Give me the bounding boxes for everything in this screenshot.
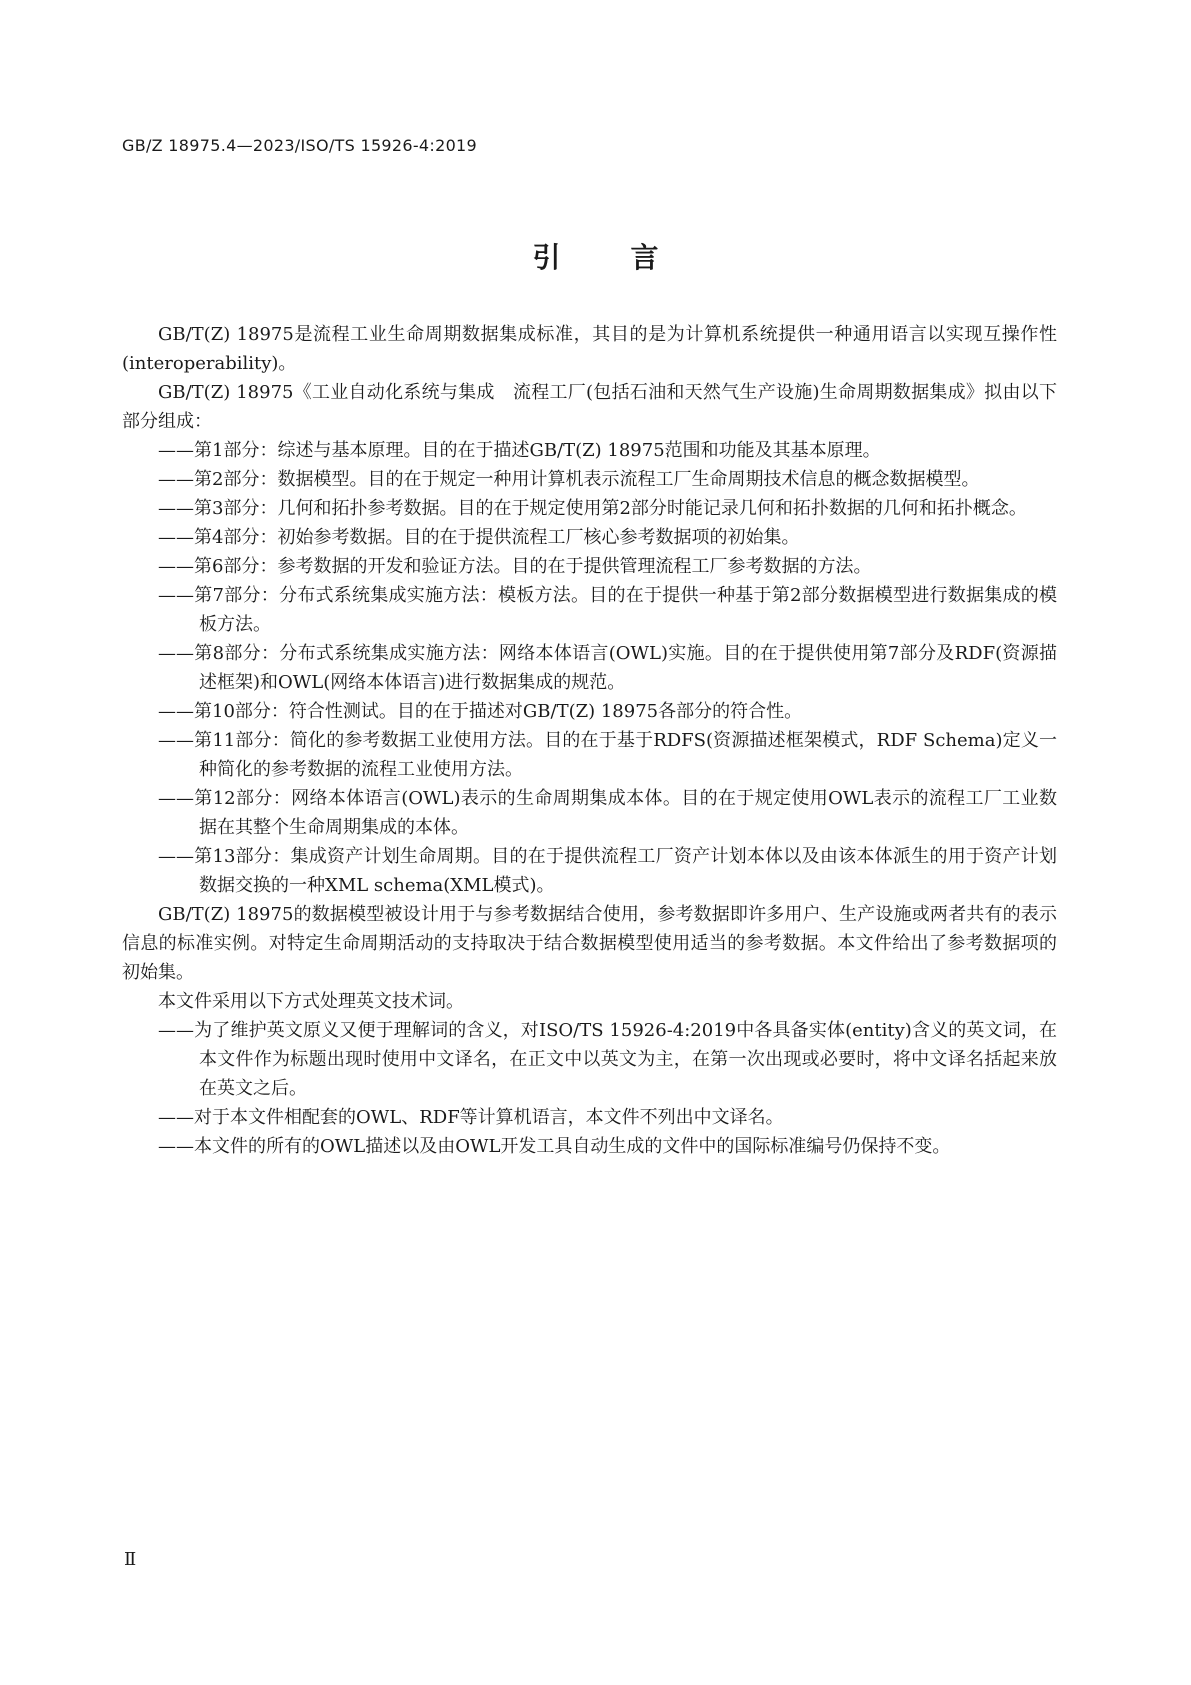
part-list-item: ——第7部分：分布式系统集成实施方法：模板方法。目的在于提供一种基于第2部分数据模型进行数据集成的模板方法。 <box>158 585 1057 635</box>
part-list-item: ——第13部分：集成资产计划生命周期。目的在于提供流程工厂资产计划本体以及由该本体派生的用于资产计划数据交换的一种XML schema(XML模式)。 <box>158 846 1057 896</box>
rule-list-item: ——本文件的所有的OWL描述以及由OWL开发工具自动生成的文件中的国际标准编号仍保持不变。 <box>158 1136 951 1157</box>
intro-paragraph-1: GB/T(Z) 18975是流程工业生命周期数据集成标准，其目的是为计算机系统提供一种通用语言以实现互操作性(interoperability)。 <box>122 324 1057 374</box>
title-char-1: 引 <box>532 241 561 274</box>
part-list-item: ——第1部分：综述与基本原理。目的在于描述GB/T(Z) 18975范围和功能及其基本原理。 <box>158 440 881 461</box>
title-char-2: 言 <box>630 241 659 274</box>
part-list-item: ——第8部分：分布式系统集成实施方法：网络本体语言(OWL)实施。目的在于提供使用第7部分及RDF(资源描述框架)和OWL(网络本体语言)进行数据集成的规范。 <box>158 643 1057 693</box>
page-number: Ⅱ <box>124 1549 137 1570</box>
rule-list-item: ——对于本文件相配套的OWL、RDF等计算机语言，本文件不列出中文译名。 <box>158 1107 784 1128</box>
document-number: GB/Z 18975.4—2023/ISO/TS 15926-4:2019 <box>122 136 478 155</box>
part-list-item: ——第3部分：几何和拓扑参考数据。目的在于规定使用第2部分时能记录几何和拓扑数据的几何和拓扑概念。 <box>158 498 1027 519</box>
part-list-item: ——第10部分：符合性测试。目的在于描述对GB/T(Z) 18975各部分的符合性。 <box>158 701 803 722</box>
intro-paragraph-2: GB/T(Z) 18975《工业自动化系统与集成 流程工厂(包括石油和天然气生产设施)生命周期数据集成》拟由以下部分组成： <box>122 382 1057 432</box>
main-content <box>122 320 1057 1161</box>
intro-paragraph-4: 本文件采用以下方式处理英文技术词。 <box>158 991 464 1012</box>
part-list-item: ——第2部分：数据模型。目的在于规定一种用计算机表示流程工厂生命周期技术信息的概念数据模型。 <box>158 469 980 490</box>
intro-paragraph-3: GB/T(Z) 18975的数据模型被设计用于与参考数据结合使用，参考数据即许多用户、生产设施或两者共有的表示信息的标准实例。对特定生命周期活动的支持取决于结合数据模型使用适当的参考数据。本文件给出了参考数据项的初始集。 <box>122 904 1057 983</box>
page-title <box>0 236 1191 276</box>
part-list-item: ——第4部分：初始参考数据。目的在于提供流程工厂核心参考数据项的初始集。 <box>158 527 800 548</box>
part-list-item: ——第11部分：简化的参考数据工业使用方法。目的在于基于RDFS(资源描述框架模式，RDF Schema)定义一种简化的参考数据的流程工业使用方法。 <box>158 730 1057 780</box>
part-list-item: ——第6部分：参考数据的开发和验证方法。目的在于提供管理流程工厂参考数据的方法。 <box>158 556 872 577</box>
rule-list-item: ——为了维护英文原义又便于理解词的含义，对ISO/TS 15926-4:2019中各具备实体(entity)含义的英文词，在本文件作为标题出现时使用中文译名，在正文中以英文为主，在第一次出现或必要时，将中文译名括起来放在英文之后。 <box>158 1020 1057 1099</box>
part-list-item: ——第12部分：网络本体语言(OWL)表示的生命周期集成本体。目的在于规定使用OWL表示的流程工厂工业数据在其整个生命周期集成的本体。 <box>158 788 1057 838</box>
